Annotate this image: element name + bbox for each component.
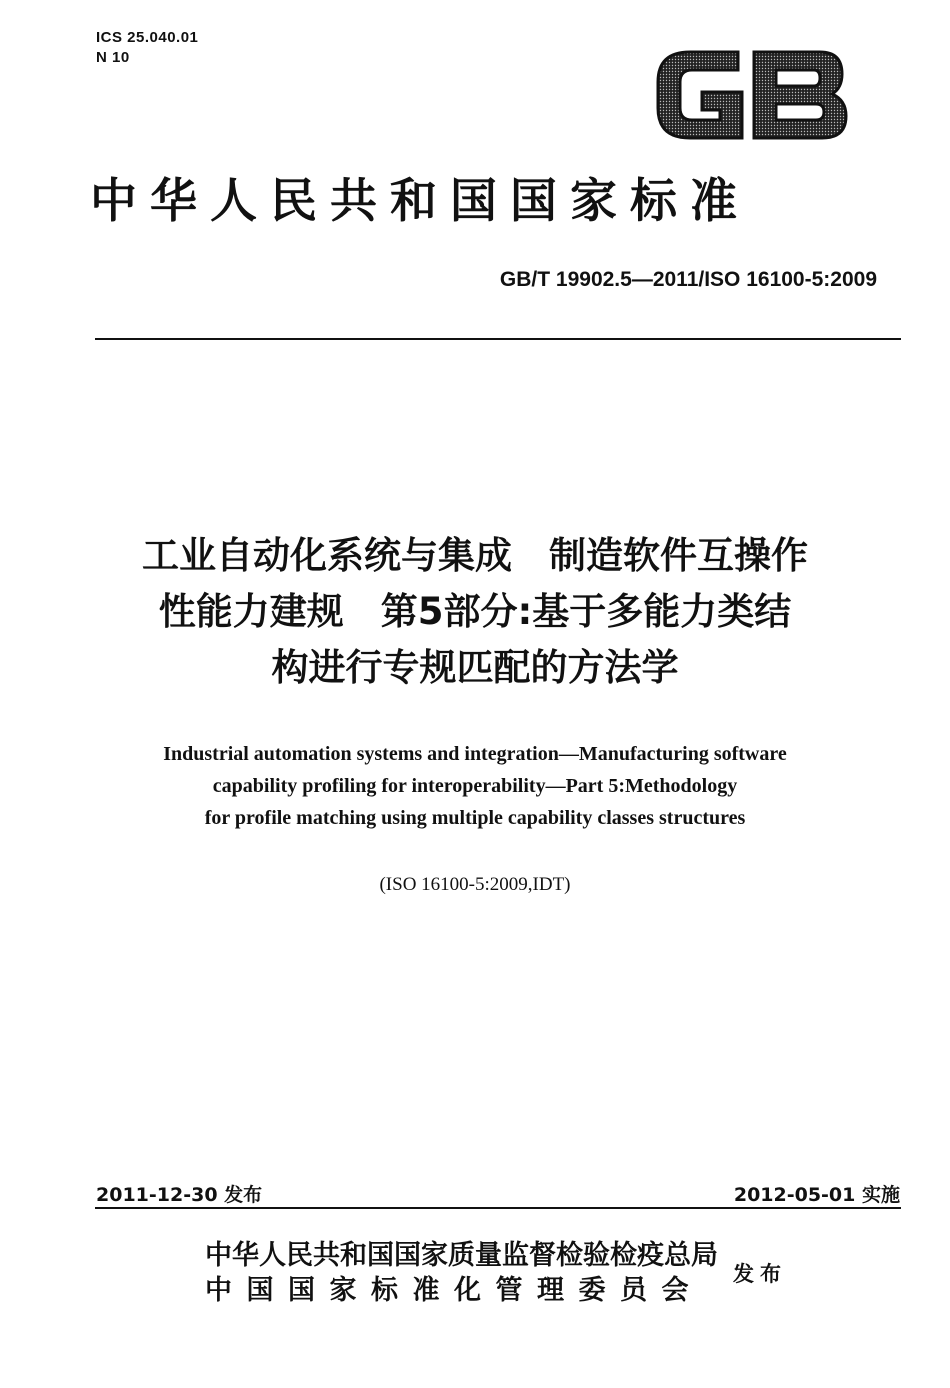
chinese-title-line: 工业自动化系统与集成 制造软件互操作 bbox=[142, 534, 808, 577]
classification-codes bbox=[96, 28, 198, 68]
ccs-code: N 10 bbox=[96, 49, 130, 66]
iso-reference: (ISO 16100-5:2009,IDT) bbox=[379, 874, 571, 895]
ics-code: ICS 25.040.01 bbox=[96, 29, 199, 46]
standard-number: GB/T 19902.5—2011/ISO 16100-5:2009 bbox=[499, 268, 877, 291]
chinese-title bbox=[50, 528, 900, 696]
bottom-divider bbox=[95, 1207, 901, 1209]
english-title bbox=[50, 738, 900, 834]
national-standard-title: 中华人民共和国国家标准 bbox=[90, 174, 750, 229]
chinese-title-line: 构进行专规匹配的方法学 bbox=[271, 646, 679, 689]
english-title-line: capability profiling for interoperability—Part 5:Methodology bbox=[212, 775, 738, 797]
issuer-sac: 中国国家标准化管理委员会 bbox=[205, 1275, 703, 1306]
chinese-title-line: 性能力建规 第5部分:基于多能力类结 bbox=[158, 590, 792, 633]
english-title-line: Industrial automation systems and integration—Manufacturing software bbox=[163, 743, 787, 765]
top-divider bbox=[95, 338, 901, 340]
issue-date: 2011-12-30 发布 bbox=[96, 1184, 263, 1206]
issuer-aqsiq: 中华人民共和国国家质量监督检验检疫总局 bbox=[205, 1240, 718, 1271]
gb-logo bbox=[650, 40, 850, 150]
implementation-date: 2012-05-01 实施 bbox=[733, 1184, 900, 1206]
issuing-authorities bbox=[205, 1238, 718, 1308]
english-title-line: for profile matching using multiple capability classes structures bbox=[204, 807, 746, 829]
publish-label: 发布 bbox=[733, 1261, 787, 1286]
